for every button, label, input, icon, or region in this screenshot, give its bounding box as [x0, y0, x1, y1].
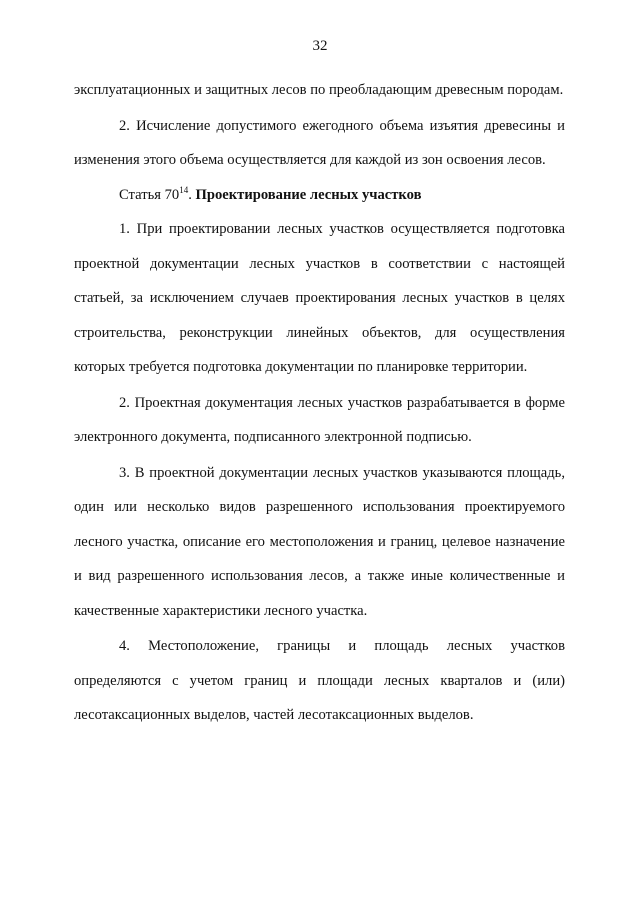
- article-separator: .: [188, 186, 192, 203]
- article-paragraph-1: 1. При проектировании лесных участков осуществляется подготовка проектной документации лесных участков в соответствии с настоящей статьей, за исключением случаев проектирования лесных участков в целях строительства, реконструкции линейных объектов, для осуществления которых требуется подготовка документации по планировке территории.: [74, 221, 565, 375]
- continued-paragraph: эксплуатационных и защитных лесов по преобладающим древесным породам.: [74, 82, 564, 98]
- article-title: Проектирование лесных участков: [195, 186, 422, 203]
- article-superscript: 14: [179, 184, 189, 195]
- document-body: [74, 73, 565, 733]
- article-prefix: Статья 70: [119, 186, 180, 203]
- article-paragraph-3: 3. В проектной документации лесных участков указываются площадь, один или несколько видов разрешенного использования проектируемого лесного участка, описание его местоположения и границ, целевое назначение и вид разрешенного использования лесов, а также иные количественные и качественные характеристики лесного участка.: [74, 464, 565, 619]
- page-number: 32: [312, 38, 328, 54]
- article-paragraph-2: 2. Проектная документация лесных участков разрабатывается в форме электронного документа, подписанного электронной подписью.: [74, 394, 565, 445]
- article-paragraph-4: 4. Местоположение, границы и площадь лесных участков определяются с учетом границ и площади лесных кварталов и (или) лесотаксационных выделов, частей лесотаксационных выделов.: [74, 638, 565, 723]
- article-heading: [74, 178, 565, 213]
- paragraph-2: 2. Исчисление допустимого ежегодного объема изъятия древесины и изменения этого объема осуществляется для каждой из зон освоения лесов.: [74, 117, 565, 168]
